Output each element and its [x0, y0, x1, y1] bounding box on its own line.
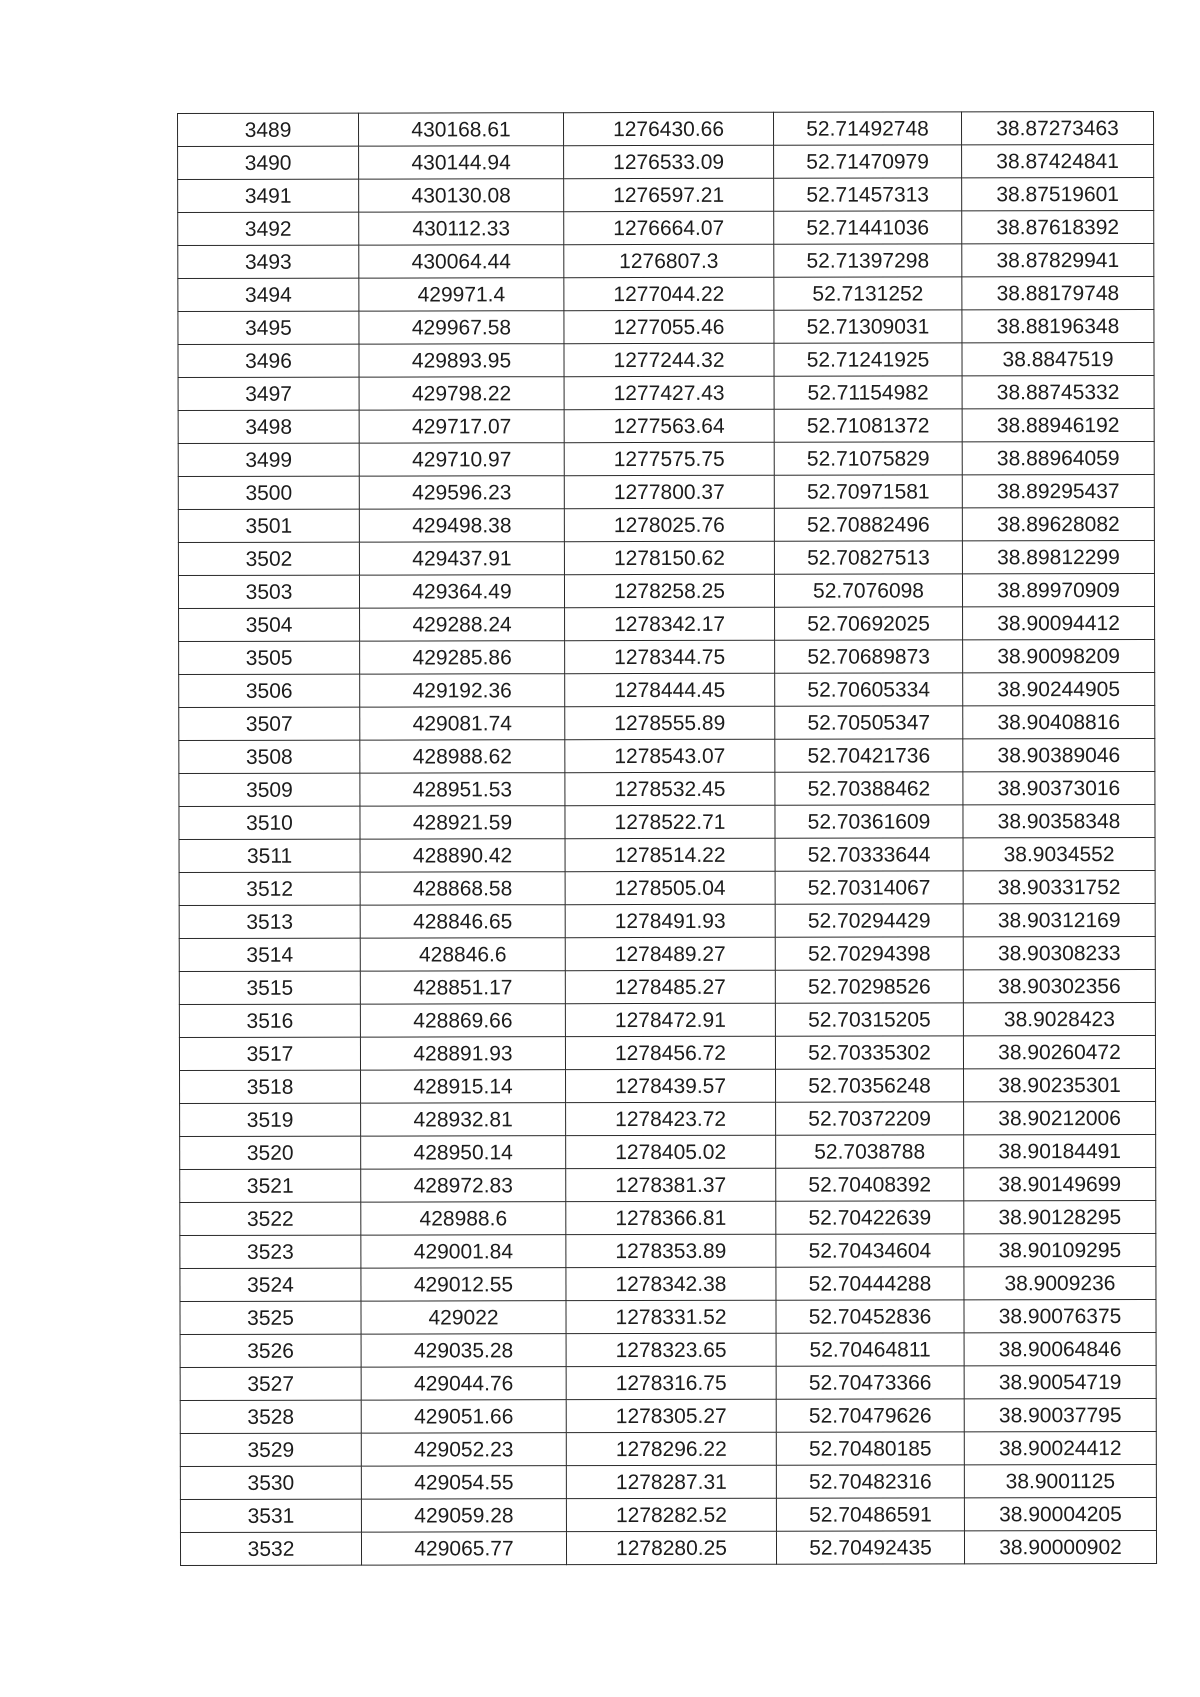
- x-coordinate-cell: 429893.95: [359, 344, 564, 377]
- longitude-cell: 38.88964059: [962, 441, 1154, 474]
- point-number-cell: 3499: [178, 443, 359, 476]
- latitude-cell: 52.70473366: [776, 1366, 964, 1399]
- latitude-cell: 52.70479626: [776, 1399, 964, 1432]
- point-number-cell: 3511: [179, 839, 360, 872]
- x-coordinate-cell: 429022: [361, 1301, 566, 1334]
- y-coordinate-cell: 1278439.57: [566, 1069, 776, 1102]
- latitude-cell: 52.71154982: [774, 376, 962, 409]
- latitude-cell: 52.70294398: [775, 937, 963, 970]
- y-coordinate-cell: 1276597.21: [564, 178, 774, 211]
- point-number-cell: 3505: [179, 641, 360, 674]
- latitude-cell: 52.70422639: [776, 1201, 964, 1234]
- table-row: [179, 771, 1155, 806]
- point-number-cell: 3523: [180, 1235, 361, 1268]
- x-coordinate-cell: 428891.93: [360, 1037, 565, 1070]
- point-number-cell: 3526: [180, 1334, 361, 1367]
- y-coordinate-cell: 1278489.27: [565, 937, 775, 970]
- longitude-cell: 38.90212006: [964, 1101, 1156, 1134]
- y-coordinate-cell: 1277563.64: [564, 409, 774, 442]
- point-number-cell: 3527: [180, 1367, 361, 1400]
- table-row: [178, 342, 1154, 377]
- latitude-cell: 52.70464811: [776, 1333, 964, 1366]
- table-row: [180, 1101, 1156, 1136]
- table-row: [180, 1200, 1156, 1235]
- longitude-cell: 38.87273463: [961, 111, 1153, 144]
- y-coordinate-cell: 1278423.72: [566, 1102, 776, 1135]
- longitude-cell: 38.87618392: [962, 210, 1154, 243]
- longitude-cell: 38.90244905: [963, 672, 1155, 705]
- point-number-cell: 3518: [180, 1070, 361, 1103]
- point-number-cell: 3524: [180, 1268, 361, 1301]
- point-number-cell: 3516: [179, 1004, 360, 1037]
- longitude-cell: 38.9028423: [963, 1002, 1155, 1035]
- y-coordinate-cell: 1278444.45: [565, 673, 775, 706]
- latitude-cell: 52.70689873: [775, 640, 963, 673]
- x-coordinate-cell: 429971.4: [359, 278, 564, 311]
- longitude-cell: 38.90235301: [964, 1068, 1156, 1101]
- point-number-cell: 3507: [179, 707, 360, 740]
- longitude-cell: 38.90149699: [964, 1167, 1156, 1200]
- table-row: [179, 936, 1155, 971]
- table-row: [179, 1002, 1155, 1037]
- y-coordinate-cell: 1278485.27: [565, 970, 775, 1003]
- table-row: [178, 210, 1154, 245]
- x-coordinate-cell: 428846.6: [360, 938, 565, 971]
- longitude-cell: 38.90308233: [963, 936, 1155, 969]
- latitude-cell: 52.71081372: [774, 409, 962, 442]
- x-coordinate-cell: 429001.84: [361, 1235, 566, 1268]
- longitude-cell: 38.90331752: [963, 870, 1155, 903]
- x-coordinate-cell: 428951.53: [360, 773, 565, 806]
- table-row: [180, 1365, 1156, 1400]
- longitude-cell: 38.87519601: [962, 177, 1154, 210]
- longitude-cell: 38.90000902: [964, 1530, 1156, 1563]
- latitude-cell: 52.70361609: [775, 805, 963, 838]
- x-coordinate-cell: 429059.28: [361, 1499, 566, 1532]
- longitude-cell: 38.90373016: [963, 771, 1155, 804]
- y-coordinate-cell: 1278316.75: [566, 1366, 776, 1399]
- point-number-cell: 3530: [180, 1466, 361, 1499]
- latitude-cell: 52.70482316: [776, 1465, 964, 1498]
- longitude-cell: 38.89295437: [962, 474, 1154, 507]
- table-row: [178, 111, 1154, 146]
- latitude-cell: 52.71470979: [774, 145, 962, 178]
- table-row: [178, 507, 1154, 542]
- latitude-cell: 52.7038788: [776, 1135, 964, 1168]
- table-row: [178, 408, 1154, 443]
- longitude-cell: 38.90358348: [963, 804, 1155, 837]
- table-row: [179, 837, 1155, 872]
- point-number-cell: 3515: [179, 971, 360, 1004]
- latitude-cell: 52.71492748: [773, 112, 961, 145]
- x-coordinate-cell: 429051.66: [361, 1400, 566, 1433]
- x-coordinate-cell: 429052.23: [361, 1433, 566, 1466]
- x-coordinate-cell: 428950.14: [361, 1136, 566, 1169]
- longitude-cell: 38.90094412: [963, 606, 1155, 639]
- table-row: [179, 903, 1155, 938]
- point-number-cell: 3496: [178, 344, 359, 377]
- latitude-cell: 52.70882496: [774, 508, 962, 541]
- latitude-cell: 52.70692025: [775, 607, 963, 640]
- point-number-cell: 3494: [178, 278, 359, 311]
- x-coordinate-cell: 430112.33: [359, 212, 564, 245]
- x-coordinate-cell: 428921.59: [360, 806, 565, 839]
- longitude-cell: 38.9001125: [964, 1464, 1156, 1497]
- y-coordinate-cell: 1278150.62: [564, 541, 774, 574]
- x-coordinate-cell: 430168.61: [359, 113, 564, 146]
- latitude-cell: 52.70434604: [776, 1234, 964, 1267]
- point-number-cell: 3510: [179, 806, 360, 839]
- x-coordinate-cell: 429717.07: [359, 410, 564, 443]
- x-coordinate-cell: 429285.86: [360, 641, 565, 674]
- x-coordinate-cell: 428932.81: [361, 1103, 566, 1136]
- y-coordinate-cell: 1278342.38: [566, 1267, 776, 1300]
- longitude-cell: 38.87829941: [962, 243, 1154, 276]
- point-number-cell: 3508: [179, 740, 360, 773]
- longitude-cell: 38.90260472: [963, 1035, 1155, 1068]
- table-row: [180, 1266, 1156, 1301]
- y-coordinate-cell: 1278381.37: [566, 1168, 776, 1201]
- coordinates-table: [177, 111, 1157, 1566]
- y-coordinate-cell: 1277800.37: [564, 475, 774, 508]
- longitude-cell: 38.90076375: [964, 1299, 1156, 1332]
- latitude-cell: 52.7131252: [774, 277, 962, 310]
- table-row: [180, 1134, 1156, 1169]
- longitude-cell: 38.90037795: [964, 1398, 1156, 1431]
- x-coordinate-cell: 429596.23: [359, 476, 564, 509]
- point-number-cell: 3521: [180, 1169, 361, 1202]
- table-row: [179, 969, 1155, 1004]
- point-number-cell: 3493: [178, 245, 359, 278]
- y-coordinate-cell: 1277244.32: [564, 343, 774, 376]
- y-coordinate-cell: 1278472.91: [565, 1003, 775, 1036]
- y-coordinate-cell: 1278522.71: [565, 805, 775, 838]
- latitude-cell: 52.70388462: [775, 772, 963, 805]
- longitude-cell: 38.87424841: [962, 144, 1154, 177]
- longitude-cell: 38.89970909: [962, 573, 1154, 606]
- x-coordinate-cell: 429437.91: [359, 542, 564, 575]
- longitude-cell: 38.90024412: [964, 1431, 1156, 1464]
- x-coordinate-cell: 429035.28: [361, 1334, 566, 1367]
- point-number-cell: 3514: [179, 938, 360, 971]
- x-coordinate-cell: 428988.6: [361, 1202, 566, 1235]
- longitude-cell: 38.8847519: [962, 342, 1154, 375]
- longitude-cell: 38.90004205: [964, 1497, 1156, 1530]
- y-coordinate-cell: 1276664.07: [564, 211, 774, 244]
- latitude-cell: 52.70408392: [776, 1168, 964, 1201]
- y-coordinate-cell: 1278280.25: [566, 1531, 776, 1564]
- point-number-cell: 3519: [180, 1103, 361, 1136]
- y-coordinate-cell: 1277044.22: [564, 277, 774, 310]
- x-coordinate-cell: 428869.66: [360, 1004, 565, 1037]
- longitude-cell: 38.90312169: [963, 903, 1155, 936]
- table-row: [178, 540, 1154, 575]
- table-row: [178, 243, 1154, 278]
- x-coordinate-cell: 429498.38: [359, 509, 564, 542]
- table-row: [180, 1068, 1156, 1103]
- point-number-cell: 3517: [179, 1037, 360, 1070]
- table-row: [179, 804, 1155, 839]
- point-number-cell: 3520: [180, 1136, 361, 1169]
- latitude-cell: 52.70486591: [776, 1498, 964, 1531]
- longitude-cell: 38.9009236: [964, 1266, 1156, 1299]
- latitude-cell: 52.71075829: [774, 442, 962, 475]
- point-number-cell: 3498: [178, 410, 359, 443]
- table-row: [179, 870, 1155, 905]
- x-coordinate-cell: 430130.08: [359, 179, 564, 212]
- table-row: [178, 309, 1154, 344]
- longitude-cell: 38.90302356: [963, 969, 1155, 1002]
- x-coordinate-cell: 428972.83: [361, 1169, 566, 1202]
- y-coordinate-cell: 1278342.17: [565, 607, 775, 640]
- latitude-cell: 52.70480185: [776, 1432, 964, 1465]
- x-coordinate-cell: 430064.44: [359, 245, 564, 278]
- y-coordinate-cell: 1277575.75: [564, 442, 774, 475]
- latitude-cell: 52.71397298: [774, 244, 962, 277]
- x-coordinate-cell: 428890.42: [360, 839, 565, 872]
- x-coordinate-cell: 428846.65: [360, 905, 565, 938]
- latitude-cell: 52.71441036: [774, 211, 962, 244]
- longitude-cell: 38.89628082: [962, 507, 1154, 540]
- table-row: [180, 1497, 1156, 1532]
- point-number-cell: 3522: [180, 1202, 361, 1235]
- point-number-cell: 3513: [179, 905, 360, 938]
- table-row: [180, 1167, 1156, 1202]
- y-coordinate-cell: 1277427.43: [564, 376, 774, 409]
- latitude-cell: 52.70492435: [776, 1531, 964, 1564]
- latitude-cell: 52.71457313: [774, 178, 962, 211]
- table-row: [178, 441, 1154, 476]
- table-row: [178, 177, 1154, 212]
- latitude-cell: 52.71309031: [774, 310, 962, 343]
- longitude-cell: 38.90098209: [963, 639, 1155, 672]
- y-coordinate-cell: 1278344.75: [565, 640, 775, 673]
- latitude-cell: 52.70505347: [775, 706, 963, 739]
- point-number-cell: 3512: [179, 872, 360, 905]
- y-coordinate-cell: 1276430.66: [564, 112, 774, 145]
- table-row: [179, 1035, 1155, 1070]
- y-coordinate-cell: 1278025.76: [564, 508, 774, 541]
- y-coordinate-cell: 1278258.25: [564, 574, 774, 607]
- latitude-cell: 52.70971581: [774, 475, 962, 508]
- latitude-cell: 52.70444288: [776, 1267, 964, 1300]
- latitude-cell: 52.70356248: [776, 1069, 964, 1102]
- longitude-cell: 38.88179748: [962, 276, 1154, 309]
- latitude-cell: 52.70335302: [775, 1036, 963, 1069]
- point-number-cell: 3531: [180, 1499, 361, 1532]
- table-row: [179, 672, 1155, 707]
- table-row: [180, 1464, 1156, 1499]
- x-coordinate-cell: 429364.49: [359, 575, 564, 608]
- latitude-cell: 52.70294429: [775, 904, 963, 937]
- y-coordinate-cell: 1278532.45: [565, 772, 775, 805]
- point-number-cell: 3503: [178, 575, 359, 608]
- point-number-cell: 3490: [178, 146, 359, 179]
- x-coordinate-cell: 429044.76: [361, 1367, 566, 1400]
- y-coordinate-cell: 1278366.81: [566, 1201, 776, 1234]
- latitude-cell: 52.70827513: [774, 541, 962, 574]
- latitude-cell: 52.70605334: [775, 673, 963, 706]
- longitude-cell: 38.90184491: [964, 1134, 1156, 1167]
- table-row: [178, 276, 1154, 311]
- point-number-cell: 3506: [179, 674, 360, 707]
- y-coordinate-cell: 1278456.72: [565, 1036, 775, 1069]
- table-row: [180, 1332, 1156, 1367]
- y-coordinate-cell: 1278514.22: [565, 838, 775, 871]
- point-number-cell: 3528: [180, 1400, 361, 1433]
- latitude-cell: 52.70421736: [775, 739, 963, 772]
- latitude-cell: 52.70315205: [775, 1003, 963, 1036]
- coordinates-table-body: [178, 111, 1157, 1565]
- x-coordinate-cell: 428988.62: [360, 740, 565, 773]
- point-number-cell: 3532: [180, 1532, 361, 1565]
- x-coordinate-cell: 429192.36: [360, 674, 565, 707]
- x-coordinate-cell: 429012.55: [361, 1268, 566, 1301]
- y-coordinate-cell: 1276807.3: [564, 244, 774, 277]
- y-coordinate-cell: 1276533.09: [564, 145, 774, 178]
- y-coordinate-cell: 1278331.52: [566, 1300, 776, 1333]
- y-coordinate-cell: 1278323.65: [566, 1333, 776, 1366]
- table-row: [179, 639, 1155, 674]
- longitude-cell: 38.90109295: [964, 1233, 1156, 1266]
- longitude-cell: 38.90128295: [964, 1200, 1156, 1233]
- table-row: [180, 1299, 1156, 1334]
- y-coordinate-cell: 1277055.46: [564, 310, 774, 343]
- longitude-cell: 38.90064846: [964, 1332, 1156, 1365]
- y-coordinate-cell: 1278491.93: [565, 904, 775, 937]
- point-number-cell: 3525: [180, 1301, 361, 1334]
- table-row: [180, 1530, 1156, 1565]
- longitude-cell: 38.9034552: [963, 837, 1155, 870]
- table-row: [180, 1398, 1156, 1433]
- longitude-cell: 38.90389046: [963, 738, 1155, 771]
- longitude-cell: 38.88946192: [962, 408, 1154, 441]
- y-coordinate-cell: 1278405.02: [566, 1135, 776, 1168]
- table-row: [179, 705, 1155, 740]
- point-number-cell: 3509: [179, 773, 360, 806]
- x-coordinate-cell: 430144.94: [359, 146, 564, 179]
- longitude-cell: 38.90408816: [963, 705, 1155, 738]
- table-row: [180, 1233, 1156, 1268]
- table-row: [180, 1431, 1156, 1466]
- latitude-cell: 52.71241925: [774, 343, 962, 376]
- x-coordinate-cell: 429054.55: [361, 1466, 566, 1499]
- table-row: [179, 738, 1155, 773]
- point-number-cell: 3529: [180, 1433, 361, 1466]
- y-coordinate-cell: 1278296.22: [566, 1432, 776, 1465]
- x-coordinate-cell: 429967.58: [359, 311, 564, 344]
- x-coordinate-cell: 429288.24: [360, 608, 565, 641]
- x-coordinate-cell: 428868.58: [360, 872, 565, 905]
- point-number-cell: 3504: [179, 608, 360, 641]
- point-number-cell: 3491: [178, 179, 359, 212]
- latitude-cell: 52.70298526: [775, 970, 963, 1003]
- longitude-cell: 38.89812299: [962, 540, 1154, 573]
- x-coordinate-cell: 429081.74: [360, 707, 565, 740]
- y-coordinate-cell: 1278305.27: [566, 1399, 776, 1432]
- y-coordinate-cell: 1278543.07: [565, 739, 775, 772]
- point-number-cell: 3502: [178, 542, 359, 575]
- y-coordinate-cell: 1278353.89: [566, 1234, 776, 1267]
- longitude-cell: 38.88745332: [962, 375, 1154, 408]
- latitude-cell: 52.70333644: [775, 838, 963, 871]
- table-row: [179, 606, 1155, 641]
- point-number-cell: 3495: [178, 311, 359, 344]
- point-number-cell: 3492: [178, 212, 359, 245]
- table-row: [178, 474, 1154, 509]
- latitude-cell: 52.70452836: [776, 1300, 964, 1333]
- point-number-cell: 3501: [178, 509, 359, 542]
- table-row: [178, 144, 1154, 179]
- longitude-cell: 38.88196348: [962, 309, 1154, 342]
- table-row: [178, 375, 1154, 410]
- x-coordinate-cell: 428851.17: [360, 971, 565, 1004]
- longitude-cell: 38.90054719: [964, 1365, 1156, 1398]
- x-coordinate-cell: 429798.22: [359, 377, 564, 410]
- latitude-cell: 52.70372209: [776, 1102, 964, 1135]
- point-number-cell: 3489: [178, 113, 359, 146]
- latitude-cell: 52.70314067: [775, 871, 963, 904]
- table-row: [178, 573, 1154, 608]
- y-coordinate-cell: 1278287.31: [566, 1465, 776, 1498]
- point-number-cell: 3497: [178, 377, 359, 410]
- latitude-cell: 52.7076098: [774, 574, 962, 607]
- y-coordinate-cell: 1278505.04: [565, 871, 775, 904]
- x-coordinate-cell: 429710.97: [359, 443, 564, 476]
- y-coordinate-cell: 1278282.52: [566, 1498, 776, 1531]
- x-coordinate-cell: 429065.77: [361, 1532, 566, 1565]
- point-number-cell: 3500: [178, 476, 359, 509]
- y-coordinate-cell: 1278555.89: [565, 706, 775, 739]
- x-coordinate-cell: 428915.14: [361, 1070, 566, 1103]
